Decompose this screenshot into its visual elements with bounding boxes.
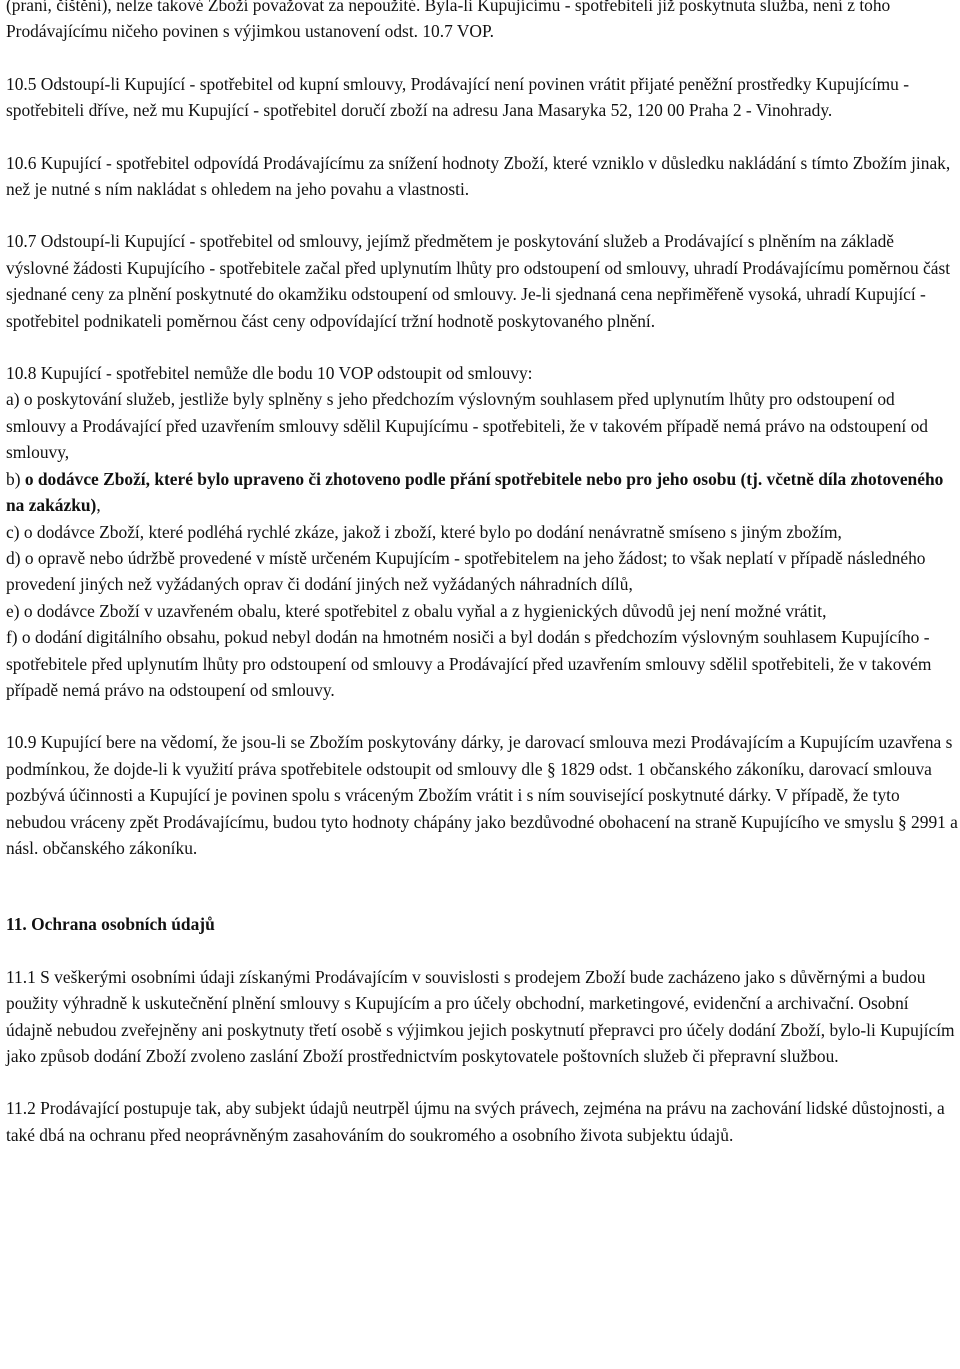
document-page [6, 0, 958, 1148]
section-heading-11: 11. Ochrana osobních údajů [6, 914, 215, 935]
list-item-10-8-a: a) o poskytování služeb, jestliže byly splněny s jeho předchozím výslovným souhlasem před uplynutím lhůty pro odstoupení od smlouvy a Prodávající před uzavřením smlouvy sdělil Kupujícímu - spotřebiteli, že v takovém případě nemá právo na odstoupení od smlouvy, [6, 389, 928, 463]
paragraph-11-1: 11.1 S veškerými osobními údaji získanými Prodávajícím v souvislosti s prodejem Zboží bude zacházeno jako s důvěrnými a budou použity výhradně k uskutečnění plnění smlouvy s Kupujícím a pro účely obchodní, marketingové, evidenční a archivační. Osobní údajně nebudou zveřejněny ani poskytnuty třetí osobě s výjimkou jejich poskytnutí přepravci pro účely dodání Zboží, bylo-li Kupujícím jako způsob dodání Zboží zvoleno zaslání Zboží prostřednictvím poskytovatele poštovních služeb či přepravní službou. [6, 966, 955, 1066]
list-item-10-8-b [6, 466, 958, 519]
paragraph-10-7: 10.7 Odstoupí-li Kupující - spotřebitel od smlouvy, jejímž předmětem je poskytování služeb a Prodávající s plněním na základě výslovné žádosti Kupujícího - spotřebitele začal před uplynutím lhůty pro odstoupení od smlouvy, uhradí Prodávajícímu poměrnou část sjednané ceny za plnění poskytnuté do okamžiku odstoupení od smlouvy. Je-li sjednaná cena nepřiměřeně vysoká, uhradí Kupující - spotřebitel podnikateli poměrnou část ceny odpovídající tržní hodnotě poskytovaného plnění. [6, 231, 951, 331]
list-item-10-8-b-suffix: , [96, 495, 101, 516]
list-item-10-8-e: e) o dodávce Zboží v uzavřeném obalu, které spotřebitel z obalu vyňal a z hygienických důvodů jej není možné vrátit, [6, 600, 827, 621]
list-item-10-8-d: d) o opravě nebo údržbě provedené v místě určeném Kupujícím - spotřebitelem na jeho žádost; to však neplatí v případě následného provedení jiných než vyžádaných oprav či dodání jiných než vyžádaných náhradních dílů, [6, 547, 926, 595]
paragraph-11-2: 11.2 Prodávající postupuje tak, aby subjekt údajů neutrpěl újmu na svých právech, zejména na právu na zachování lidské důstojnosti, a také dbá na ochranu před neoprávněným zasahováním do soukromého a osobního života subjektu údajů. [6, 1098, 945, 1145]
list-item-10-8-b-bold: o dodávce Zboží, které bylo upraveno či zhotoveno podle přání spotřebitele nebo pro jeho osobu (tj. včetně díla zhotoveného na zakázku) [6, 468, 944, 516]
list-item-10-8-b-prefix: b) [6, 468, 25, 489]
list-item-10-8-f: f) o dodání digitálního obsahu, pokud nebyl dodán na hmotném nosiči a byl dodán s předchozím výslovným souhlasem Kupujícího - spotřebitele před uplynutím lhůty pro odstoupení od smlouvy a Prodávající před uzavřením smlouvy sdělil spotřebiteli, že v takovém případě nemá právo na odstoupení od smlouvy. [6, 627, 932, 700]
paragraph-10-5: 10.5 Odstoupí-li Kupující - spotřebitel od kupní smlouvy, Prodávající není povinen vrátit přijaté peněžní prostředky Kupujícímu - spotřebiteli dříve, než mu Kupující - spotřebitel doručí zboží na adresu Jana Masaryka 52, 120 00 Praha 2 - Vinohrady. [6, 73, 910, 121]
list-item-10-8-c: c) o dodávce Zboží, které podléhá rychlé zkáze, jakož i zboží, které bylo po dodání nenávratně smíseno s jiným zbožím, [6, 521, 842, 542]
paragraph-intro: (praní, čištění), nelze takové Zboží považovat za nepoužité. Byla-li Kupujícímu - spotřebiteli již poskytnuta služba, není z toho Prodávajícímu ničeho povinen s výjimkou ustanovení odst. 10.7 VOP. [6, 0, 891, 42]
paragraph-10-6: 10.6 Kupující - spotřebitel odpovídá Prodávajícímu za snížení hodnoty Zboží, které vzniklo v důsledku nakládání s tímto Zbožím jinak, než je nutné s ním nakládat s ohledem na jeho povahu a vlastnosti. [6, 152, 951, 200]
paragraph-10-9: 10.9 Kupující bere na vědomí, že jsou-li se Zbožím poskytovány dárky, je darovací smlouva mezi Prodávajícím a Kupujícím uzavřena s podmínkou, že dojde-li k využití práva spotřebitele odstoupit od smlouvy dle § 1829 odst. 1 občanského zákoníku, darovací smlouva pozbývá účinnosti a Kupující je povinen spolu s vráceným Zbožím vrátit i s ním související poskytnuté dárky. V případě, že tyto nebudou vráceny zpět Prodávajícímu, budou tyto hodnoty chápány jako bezdůvodné obohacení na straně Kupujícího ve smyslu § 2991 a násl. občanského zákoníku. [6, 732, 958, 858]
paragraph-10-8: 10.8 Kupující - spotřebitel nemůže dle bodu 10 VOP odstoupit od smlouvy: [6, 363, 533, 384]
